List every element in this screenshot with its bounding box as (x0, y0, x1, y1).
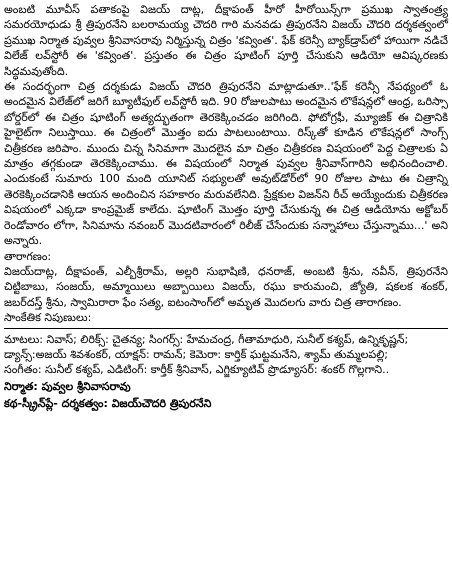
director-line: కథ-స్క్రీన్‌ప్లే- దర్శకత్వం: విజయ్‌చౌదరి త్రిపురనేని (4, 396, 212, 410)
credit-line: సంగీతం: సునీల్ కశ్యప్, ఎడిటింగ్: కార్తీక్ శ్రీనివాస్, ఎగ్జిక్యూటివ్ ప్రొడ్యూసర్: శంకర్ గొల్లగాని.. (4, 363, 390, 377)
credit-line: మాటలు: నివాస్; లిరిక్స్: చైతన్య; సింగర్స్: హేమచంద్ర, గీతామాధురి, సునీల్ కశ్యప్, ఉన్నికృష్ణన్; (4, 332, 409, 346)
divider (4, 328, 448, 329)
cast-label: తారాగణం: (4, 249, 52, 263)
cast-list: విజయ్‌దాట్ల, దీక్షాపంత్, ఎల్బీశ్రీరామ్, అల్లరి సుభాషిణి, ధనరాజ్, అంబటి శ్రీను, నవీన్, త్రిపురనేని చిట్టిబాబు, సంజయ్, అమ్మాయిలు అబ్బాయిలు విజయ్, రఘు కారుమంచి, జ్యోతి, షకలక శంకర్, జబర్‌దస్త్ శ్రీను, స్వామిరారా ఫేం సత్య, ఐటంసాంగ్‌లో అమృత మొదలగు వారు చిత్ర తారాగణం. (4, 264, 448, 309)
technicians-label: సాంకేతిక నిపుణులు: (4, 311, 92, 325)
intro-paragraph: అంబటి మూవీస్ పతాకంపై విజయ్ దాట్ల, దీక్షాపంత్ హీరో హీరోయిన్స్‌గా ప్రముఖ స్వాతంత్ర్య సమరయోధుడు శ్రీ త్రిపురనేని బలరామయ్య చౌదరి గారి మనవడు త్రిపురనేని విజయ్ చౌదరి దర్శకత్వంలో ప్రముఖ నిర్మాత పువ్వల శ్రీనివాసరావు నిర్మిస్తున్న చిత్రం 'కవ్వింత'. ఫేక్ కరెన్సీ బ్యాక్‌డ్రాప్‌లో హాయిగా నడిచే విలేజ్ లవ్‌స్టోరీ ఈ 'కవ్వింత'. ప్రస్తుతం ఈ చిత్రం షూటింగ్ పూర్తి చేసుకుని ఆడియో ఆవిష్కరణకు సిద్ధమవుతోంది. (4, 3, 448, 78)
director-quote-paragraph: ఈ సందర్భంగా చిత్ర దర్శకుడు విజయ్ చౌదరి త్రిపురనేని మాట్లాడుతూ..'ఫేక్ కరెన్సీ నేపథ్యంలో ఓ అందమైన విలేజ్‌లో జరిగే బ్యూటీఫుల్ లవ్‌స్టోరీ ఇది. 90 రోజులపాటు అందమైన లొకేషన్లలో ఆంధ్ర, ఒరిస్సా బోర్డర్‌లో ఈ చిత్రం షూటింగ్ అత్యద్భుతంగా తెరకెక్కించడం జరిగింది. ఫోటోగ్రఫీ, మ్యూజిక్ ఈ చిత్రానికి హైలైట్‌గా నిలుస్తాయి. ఈ చిత్రంలో మొత్తం ఐదు పాటలుంటాయి. రిస్క్‌తో కూడిన లొకేషన్లలో సాంగ్స్ చిత్రీకరణ జరిపాం. ముందు చిన్న సినిమాగా మొదలైన మా చిత్రం చిత్రీకరణ విషయంలో పెద్ద చిత్రాలకు ఏ మాత్రం తగ్గకుండా తెరకెక్కించాము. ఈ విషయంలో నిర్మాత పువ్వల శ్రీనివాస్‌గారిని అభినందించాలి. ఎందుకంటే సుమారు 100 మంది యూనిట్ సభ్యులతో అవుట్‌డోర్‌లో 90 రోజుల పాటు ఈ చిత్రాన్ని తెరకెక్కించడానికి ఆయన అందించిన సహకారం మరువలేనిది. ప్రేక్షకుల విజన్‌ని రీచ్ అయ్యేందుకు చిత్రీకరణ విషయంలో ఎక్కడా కాంప్రమైజ్ కాలేదు. షూటింగ్ మొత్తం పూర్తి చేసుకున్న ఈ చిత్ర ఆడియోను అక్టోబర్ రెండోవారం లోగా, సినిమాను నవంబర్ మొదటివారంలో రిలీజ్ చేసేందుకు సన్నాహాలు చేస్తున్నాము...' అని అన్నారు. (4, 80, 448, 248)
credit-line: డ్యాన్స్:అజయ్ శివశంకర్, యాక్షన్: రామన్; కెమెరా: కార్తిక్ ఘట్టమనేని, శ్యామ్ తుమ్మలపల్లి; (4, 347, 388, 361)
producer-line: నిర్మాత: పువ్వల శ్రీనివాసరావు (4, 379, 131, 393)
credits-block (4, 332, 448, 378)
